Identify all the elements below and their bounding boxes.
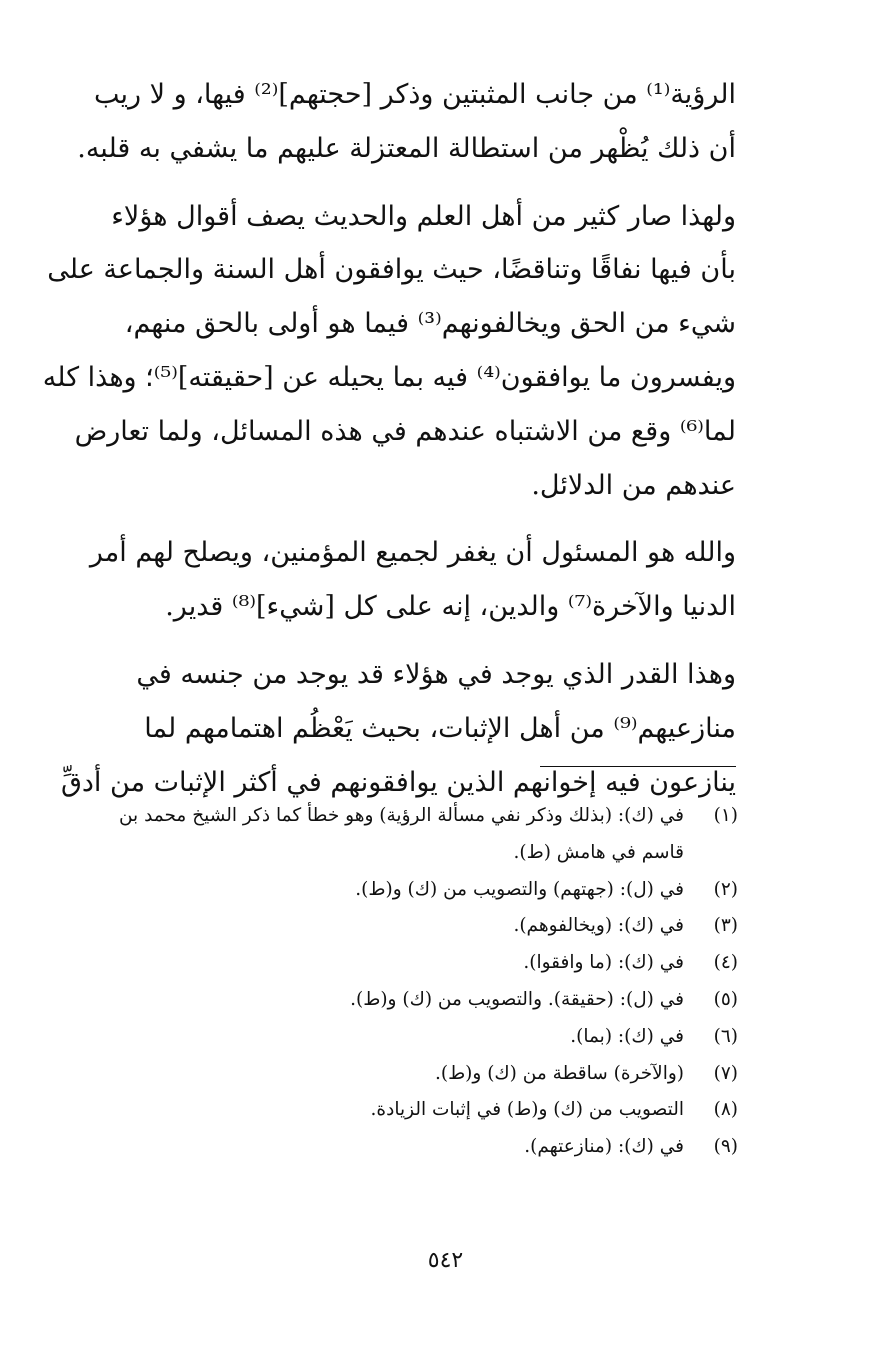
footnote-text: في (ك): (ويخالفوهم). [513,915,684,937]
text-line: الدنيا والآخرة⁽⁷⁾ والدين، إنه على كل [شيء]⁽⁸⁾ قدير. [165,591,736,623]
text-line: ينازعون فيه إخوانهم الذين يوافقونهم في أكثر الإثبات من أدقِّ [60,766,736,798]
text-line: أن ذلك يُظْهر من استطالة المعتزلة عليهم ما يشفي به قلبه. [77,132,736,164]
footnote-number: (٧) [713,1062,738,1084]
footnote-number: (٩) [713,1136,738,1158]
footnote-7 [58,1056,738,1093]
text-line: منازعيهم⁽⁹⁾ من أهل الإثبات، بحيث يَعْظُم اهتمامهم لما [144,712,736,744]
footnote-number: (٨) [713,1099,738,1121]
footnote-number: (٦) [713,1025,738,1047]
footnote-text: (والآخرة) ساقطة من (ك) و(ط). [434,1062,684,1084]
paragraph-3 [58,526,736,634]
footnote-text: في (ل): (حقيقة). والتصويب من (ك) و(ط). [350,988,684,1010]
footnote-9 [58,1129,738,1166]
footnote-1 [58,798,738,872]
footnote-number: (٤) [713,952,738,974]
main-text [42,68,736,809]
text-line: لما⁽⁶⁾ وقع من الاشتباه عندهم في هذه المسائل، ولما تعارض [74,415,736,447]
footnote-number: (١) [713,805,738,826]
footnote-8 [58,1092,738,1129]
text-line: ولهذا صار كثير من أهل العلم والحديث يصف أقوال هؤلاء [111,200,736,232]
footnote-divider [540,766,736,767]
text-line: وهذا القدر الذي يوجد في هؤلاء قد يوجد من جنسه في [136,658,736,690]
paragraph-2 [42,190,736,513]
footnote-text: في (ك): (ما وافقوا). [523,952,684,974]
footnote-line: قاسم في هامش (ط). [513,841,684,863]
text-line: الرؤية⁽¹⁾ من جانب المثبتين وذكر [حجتهم]⁽²⁾ فيها، و لا ريب [93,79,736,110]
footnote-text [58,798,684,872]
text-line: والله هو المسئول أن يغفر لجميع المؤمنين، ويصلح لهم أمر [89,537,736,569]
footnote-5 [58,982,738,1019]
page-number: ٥٤٢ [427,1248,464,1273]
paragraph-4 [58,648,736,809]
footnote-text: في (ك): (بما). [570,1025,684,1047]
footnote-text: في (ك): (منازعتهم). [524,1136,684,1158]
text-line: عندهم من الدلائل. [531,469,736,501]
footnote-number: (٥) [713,988,738,1010]
footnote-3 [58,908,738,945]
text-line: بأن فيها نفاقًا وتناقضًا، حيث يوافقون أهل السنة والجماعة على [47,254,736,286]
footnote-text: في (ل): (جهتهم) والتصويب من (ك) و(ط). [355,878,684,900]
paragraph-1 [58,68,736,176]
footnotes [58,798,738,1166]
footnote-6 [58,1019,738,1056]
text-line: ويفسرون ما يوافقون⁽⁴⁾ فيه بما يحيله عن [حقيقته]⁽⁵⁾؛ وهذا كله [42,361,736,393]
footnote-line: في (ك): (بذلك وذكر نفي مسألة الرؤية) وهو خطأ كما ذكر الشيخ محمد بن [118,805,684,826]
footnote-text: التصويب من (ك) و(ط) في إثبات الزيادة. [370,1099,684,1121]
text-line: شيء من الحق ويخالفونهم⁽³⁾ فيما هو أولى بالحق منهم، [124,308,736,340]
footnote-4 [58,945,738,982]
footnote-number: (٣) [713,915,738,937]
footnote-number: (٢) [713,878,738,900]
footnote-2 [58,872,738,909]
